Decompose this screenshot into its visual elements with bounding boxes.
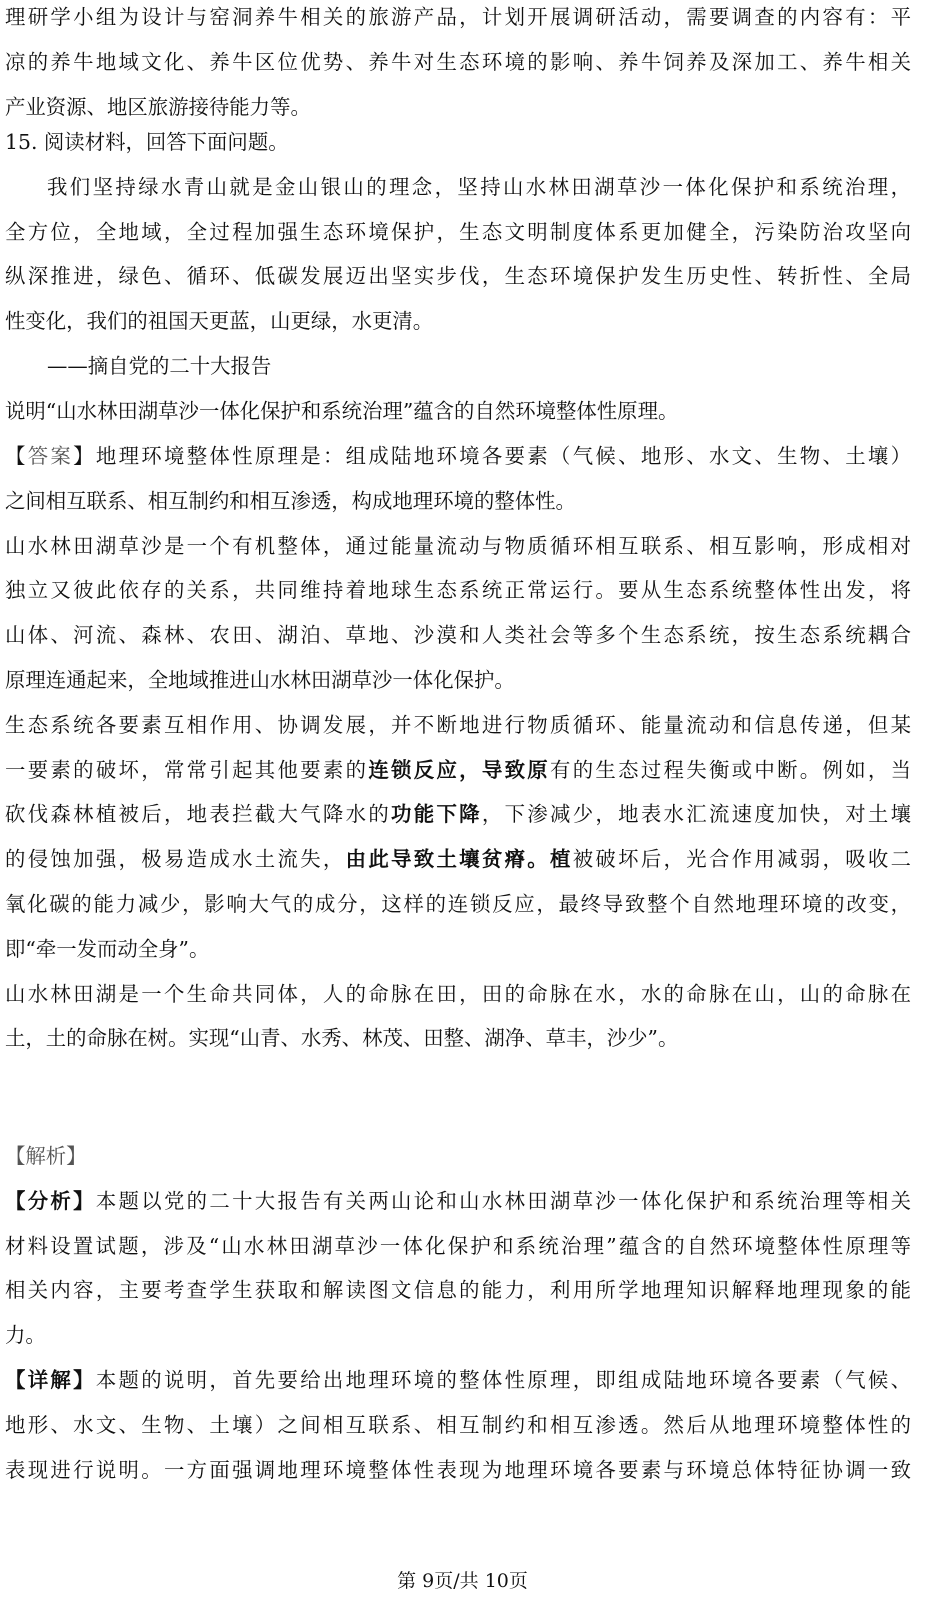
text-line: 理研学小组为设计与窑洞养牛相关的旅游产品，计划开展调研活动，需要调查的内容有：平	[5, 5, 911, 29]
answer-tag-close: 】	[73, 444, 96, 468]
analysis-text: 本题的说明，首先要给出地理环境的整体性原理，即组成陆地环境各要素（气候、	[95, 1367, 911, 1392]
question-15	[5, 120, 911, 434]
answer-text: ，下渗减少，地表水汇流速度加快，对土壤	[481, 802, 911, 827]
answer-line	[5, 434, 911, 479]
answer-line: 生态系统各要素互相作用、协调发展，并不断地进行物质循环、能量流动和信息传递，但某	[5, 712, 911, 737]
answer-text: 砍伐森林植被后，地表拦截大气降水的	[5, 802, 392, 827]
answer-bold-text: 功能下降	[391, 802, 482, 827]
answer-line: 山水林田湖草沙是一个有机整体，通过能量流动与物质循环相互联系、相互影响，形成相对	[5, 533, 911, 558]
analysis-line: 表现进行说明。一方面强调地理环境整体性表现为地理环境各要素与环境总体特征协调一致	[5, 1457, 911, 1482]
answer-text: 被破坏后，光合作用减弱，吸收二	[572, 847, 911, 872]
analysis-line	[5, 1358, 911, 1403]
material-line: 性变化，我们的祖国天更蓝，山更绿，水更清。	[5, 309, 434, 334]
answer-bold-text: 由此导致土壤贫瘠。植	[345, 847, 573, 872]
material-line: 我们坚持绿水青山就是金山银山的理念，坚持山水林田湖草沙一体化保护和系统治理，	[47, 174, 911, 199]
question-prompt: 说明“山水林田湖草沙一体化保护和系统治理”蕴含的自然环境整体性原理。	[5, 398, 679, 423]
answer-line	[5, 792, 911, 837]
answer-line: 之间相互联系、相互制约和相互渗透，构成地理环境的整体性。	[5, 488, 576, 513]
answer-bold-text: 连锁反应，导致原	[368, 757, 550, 782]
answer-line: 山水林田湖是一个生命共同体，人的命脉在田，田的命脉在水，水的命脉在山，山的命脉在	[5, 981, 911, 1006]
intro-paragraph	[5, 0, 911, 129]
analysis-line: 相关内容，主要考查学生获取和解读图文信息的能力，利用所学地理知识解释地理现象的能	[5, 1278, 911, 1303]
answer-tag-text: 答案	[27, 444, 74, 468]
material-line: 全方位，全地域，全过程加强生态环境保护，生态文明制度体系更加健全，污染防治攻坚向	[5, 219, 911, 244]
page-number: 第 9页/共 10页	[397, 1570, 528, 1592]
material-source: ——摘自党的二十大报告	[47, 353, 272, 378]
xiangjie-tag: 【详解】	[5, 1367, 96, 1392]
answer-text: 一要素的破坏，常常引起其他要素的	[5, 757, 369, 782]
answer-line: 独立又彼此依存的关系，共同维持着地球生态系统正常运行。要从生态系统整体性出发，将	[5, 578, 911, 603]
fenxi-tag: 【分析】	[5, 1188, 96, 1213]
analysis-line	[5, 1179, 911, 1224]
analysis-section	[5, 1134, 911, 1492]
answer-line: 即“牵一发而动全身”。	[5, 936, 210, 961]
analysis-text: 本题以党的二十大报告有关两山论和山水林田湖草沙一体化保护和系统治理等相关	[95, 1188, 911, 1213]
answer-line	[5, 837, 911, 882]
answer-section	[5, 434, 911, 1061]
answer-line: 山体、河流、森林、农田、湖泊、草地、沙漠和人类社会等多个生态系统，按生态系统耦合	[5, 623, 911, 648]
answer-line: 氧化碳的能力减少，影响大气的成分，这样的连锁反应，最终导致整个自然地理环境的改变，	[5, 891, 911, 916]
material-line: 纵深推进，绿色、循环、低碳发展迈出坚实步伐，生态环境保护发生历史性、转折性、全局	[5, 264, 911, 289]
analysis-line: 材料设置试题，涉及“山水林田湖草沙一体化保护和系统治理”蕴含的自然环境整体性原理等	[5, 1233, 911, 1258]
answer-line	[5, 748, 911, 793]
answer-text: 地理环境整体性原理是：组成陆地环境各要素（气候、地形、水文、生物、土壤）	[95, 444, 911, 468]
answer-line: 土，土的命脉在树。实现“山青、水秀、林茂、田整、湖净、草丰，沙少”。	[5, 1026, 679, 1051]
answer-line: 原理连通起来，全地域推进山水林田湖草沙一体化保护。	[5, 667, 515, 692]
analysis-line: 力。	[5, 1323, 46, 1348]
answer-text: 的侵蚀加强，极易造成水土流失，	[5, 847, 346, 872]
analysis-label: 【解析】	[5, 1144, 87, 1168]
text-line: 产业资源、地区旅游接待能力等。	[5, 94, 311, 119]
analysis-line: 地形、水文、生物、土壤）之间相互联系、相互制约和相互渗透。然后从地理环境整体性的	[5, 1412, 911, 1437]
answer-text: 有的生态过程失衡或中断。例如，当	[550, 757, 911, 782]
question-heading: 15. 阅读材料，回答下面问题。	[5, 130, 289, 154]
text-line: 凉的养牛地域文化、养牛区位优势、养牛对生态环境的影响、养牛饲养及深加工、养牛相关	[5, 49, 911, 74]
answer-tag-open: 【	[5, 444, 28, 468]
